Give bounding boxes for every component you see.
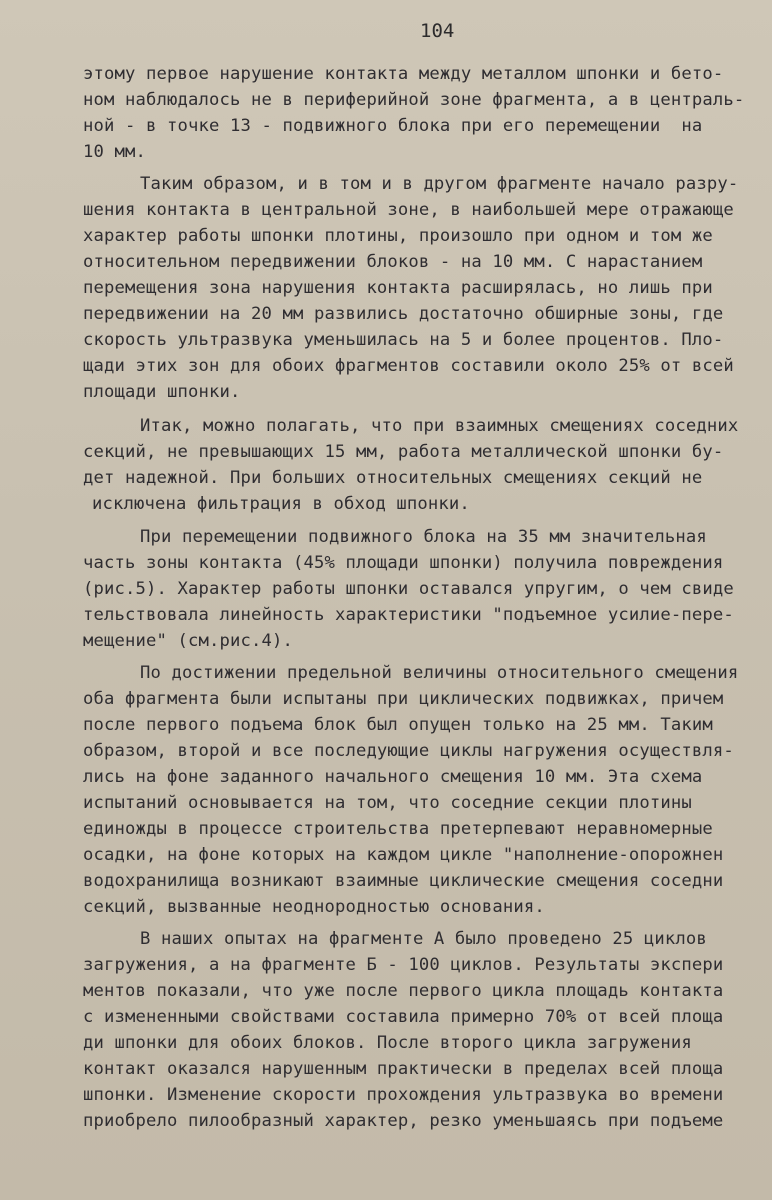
text-line: 10 мм.	[83, 142, 146, 162]
text-line: относительном передвижении блоков - на 10 мм. С нарастанием	[83, 252, 703, 272]
text-line: Таким образом, и в том и в другом фрагменте начало разру-	[140, 174, 739, 194]
text-line: скорость ультразвука уменьшилась на 5 и более процентов. Пло-	[83, 330, 724, 350]
text-line: часть зоны контакта (45% площади шпонки) получила повреждения	[83, 553, 724, 573]
text-line: Итак, можно полагать, что при взаимных смещениях соседних	[140, 416, 739, 436]
text-line: ной - в точке 13 - подвижного блока при его перемещении на	[83, 116, 703, 136]
text-line: ном наблюдалось не в периферийной зоне фрагмента, а в централь-	[83, 90, 745, 110]
text-line: шпонки. Изменение скорости прохождения ультразвука во времени	[83, 1085, 724, 1105]
text-line: загружения, а на фрагменте Б - 100 циклов. Результаты экспери	[83, 955, 724, 975]
text-line: щади этих зон для обоих фрагментов составили около 25% от всей	[83, 356, 734, 376]
text-line: перемещения зона нарушения контакта расширялась, но лишь при	[83, 278, 713, 298]
page-number: 104	[420, 20, 455, 42]
text-line: передвижении на 20 мм развились достаточно обширные зоны, где	[83, 304, 724, 324]
text-line: образом, второй и все последующие циклы нагружения осуществля-	[83, 741, 734, 761]
text-line: характер работы шпонки плотины, произошло при одном и том же	[83, 226, 713, 246]
text-line: секций, не превышающих 15 мм, работа металлической шпонки бу-	[83, 442, 724, 462]
text-line: водохранилища возникают взаимные циклические смещения соседни	[83, 871, 724, 891]
text-line: с измененными свойствами составила примерно 70% от всей площа	[83, 1007, 724, 1027]
text-line: лись на фоне заданного начального смещения 10 мм. Эта схема	[83, 767, 703, 787]
text-line: секций, вызванные неоднородностью основания.	[83, 897, 545, 917]
text-line: ментов показали, что уже после первого цикла площадь контакта	[83, 981, 724, 1001]
text-line: этому первое нарушение контакта между металлом шпонки и бето-	[83, 64, 724, 84]
text-line: площади шпонки.	[83, 382, 241, 402]
text-line: осадки, на фоне которых на каждом цикле "наполнение-опорожнен	[83, 845, 724, 865]
text-line: оба фрагмента были испытаны при циклических подвижках, причем	[83, 689, 724, 709]
text-line: мещение" (см.рис.4).	[83, 631, 293, 651]
text-line: единожды в процессе строительства претерпевают неравномерные	[83, 819, 713, 839]
text-line: контакт оказался нарушенным практически в пределах всей площа	[83, 1059, 724, 1079]
text-line: В наших опытах на фрагменте А было проведено 25 циклов	[140, 929, 707, 949]
text-line: испытаний основывается на том, что соседние секции плотины	[83, 793, 692, 813]
text-line: шения контакта в центральной зоне, в наибольшей мере отражающе	[83, 200, 734, 220]
text-line: (рис.5). Характер работы шпонки оставался упругим, о чем свиде	[83, 579, 734, 599]
text-line: приобрело пилообразный характер, резко уменьшаясь при подъеме	[83, 1111, 724, 1131]
text-line: исключена фильтрация в обход шпонки.	[92, 494, 470, 514]
text-line: тельствовала линейность характеристики "подъемное усилие-пере-	[83, 605, 734, 625]
text-line: При перемещении подвижного блока на 35 мм значительная	[140, 527, 707, 547]
text-line: По достижении предельной величины относительного смещения	[140, 663, 739, 683]
text-line: ди шпонки для обоих блоков. После второго цикла загружения	[83, 1033, 692, 1053]
text-line: после первого подъема блок был опущен только на 25 мм. Таким	[83, 715, 713, 735]
text-line: дет надежной. При больших относительных смещениях секций не	[83, 468, 703, 488]
